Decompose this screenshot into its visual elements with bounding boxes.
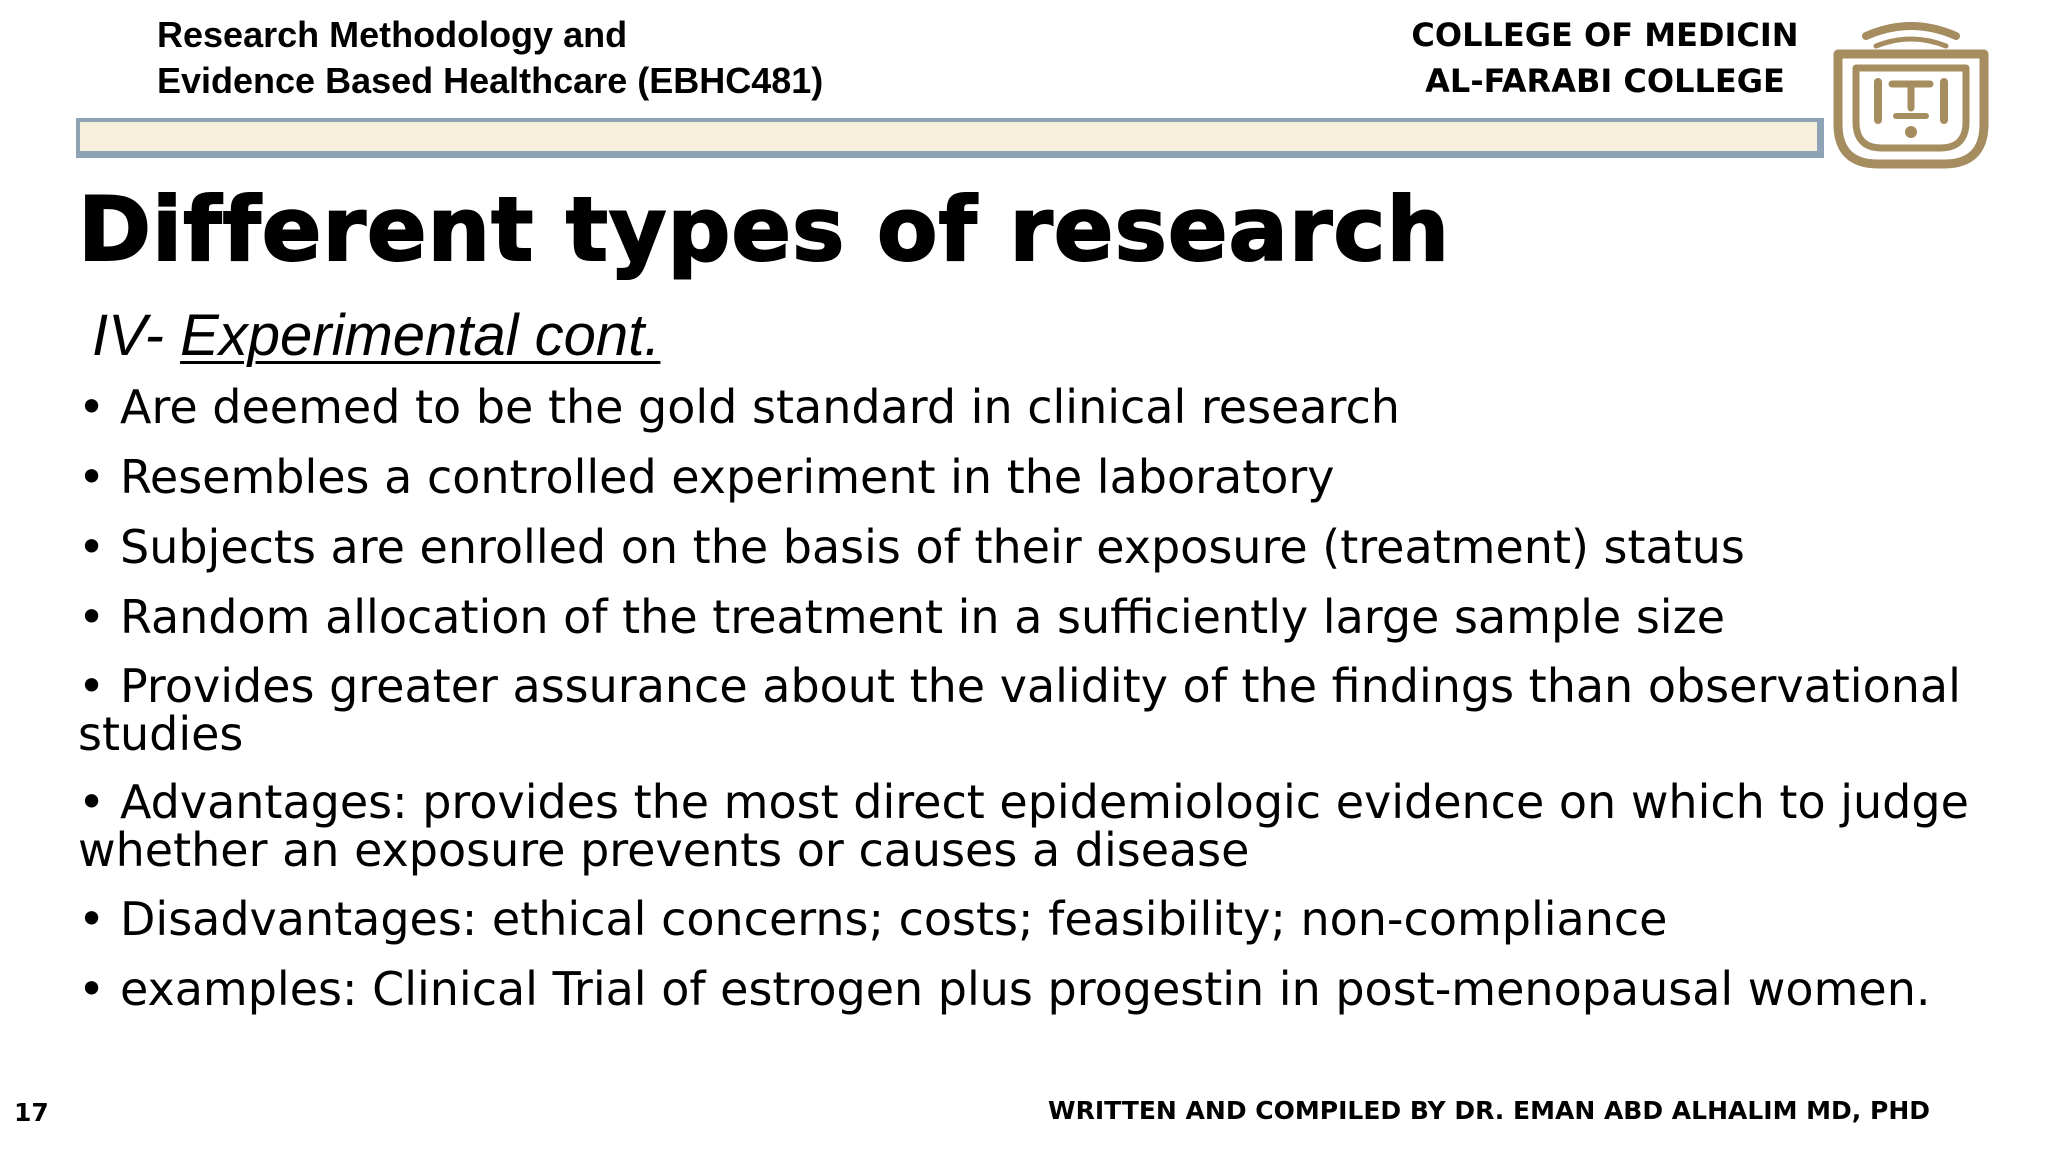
header-divider-bar <box>76 118 1824 158</box>
list-item <box>78 382 1998 432</box>
bullet-icon: • <box>78 892 106 946</box>
bullet-text: examples: Clinical Trial of estrogen plus progestin in post-menopausal women. <box>120 962 1931 1016</box>
list-item <box>78 592 1998 642</box>
author-credit: WRITTEN AND COMPILED BY DR. EMAN ABD ALHALIM MD, PHD <box>1048 1096 1930 1125</box>
course-title <box>157 12 823 104</box>
bullet-text: Are deemed to be the gold standard in clinical research <box>120 380 1400 434</box>
course-title-line1: Research Methodology and <box>157 14 628 55</box>
course-title-line2: Evidence Based Healthcare (EBHC481) <box>157 60 824 101</box>
bullet-text: Disadvantages: ethical concerns; costs; feasibility; non-compliance <box>120 892 1668 946</box>
list-item <box>78 522 1998 572</box>
bullet-text: Advantages: provides the most direct epidemiologic evidence on which to judge whether an exposure prevents or causes a disease <box>78 775 1969 877</box>
college-name <box>1410 12 1800 104</box>
bullet-icon: • <box>78 380 106 434</box>
slide-title: Different types of research <box>78 178 1451 281</box>
college-name-line2: AL-FARABI COLLEGE <box>1425 62 1785 100</box>
bullet-icon: • <box>78 590 106 644</box>
bullet-text: Subjects are enrolled on the basis of their exposure (treatment) status <box>120 520 1745 574</box>
bullet-text: Random allocation of the treatment in a sufficiently large sample size <box>120 590 1726 644</box>
page-number: 17 <box>14 1098 49 1127</box>
bullet-text: Provides greater assurance about the validity of the findings than observational studies <box>78 659 1961 761</box>
bullet-icon: • <box>78 450 106 504</box>
subheading-prefix: IV- <box>92 303 181 368</box>
bullet-list <box>78 382 1998 1034</box>
subheading-main: Experimental cont. <box>180 303 661 368</box>
college-name-line1: COLLEGE OF MEDICIN <box>1411 16 1799 54</box>
list-item <box>78 775 1998 877</box>
list-item <box>78 894 1998 944</box>
list-item <box>78 964 1998 1014</box>
list-item <box>78 659 1998 761</box>
bullet-icon: • <box>78 659 106 713</box>
college-emblem-icon <box>1826 12 1996 178</box>
bullet-icon: • <box>78 775 106 829</box>
bullet-text: Resembles a controlled experiment in the laboratory <box>120 450 1335 504</box>
bullet-icon: • <box>78 520 106 574</box>
slide-subheading <box>92 300 660 372</box>
bullet-icon: • <box>78 962 106 1016</box>
list-item <box>78 452 1998 502</box>
